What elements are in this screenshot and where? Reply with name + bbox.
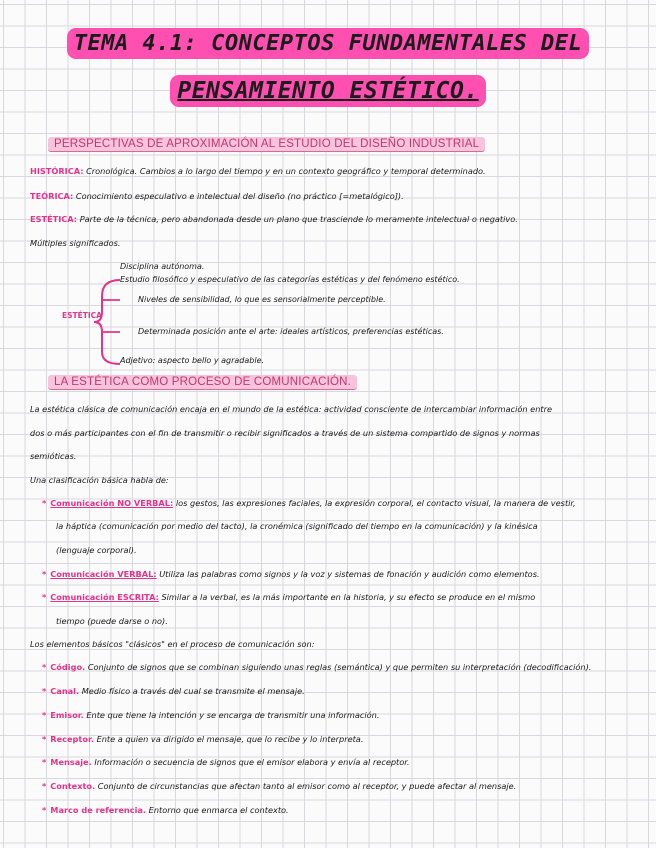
elemento-emisor: [42, 710, 642, 721]
elemento-text: Ente a quien va dirigido el mensaje, que lo recibe y lo interpreta.: [96, 734, 364, 744]
estetica-line: [30, 214, 630, 225]
paragraph-line: semióticas.: [30, 451, 77, 461]
elemento-label: Marco de referencia.: [50, 805, 147, 815]
tipo-text-line: (lenguaje corporal).: [56, 545, 137, 555]
elemento-text: Conjunto de circunstancias que afectan tanto al emisor como al receptor, y puede afectar al mensaje.: [97, 781, 517, 791]
tipo-text: los gestos, las expresiones faciales, la expresión corporal, el contacto visual, la manera de vestir,: [175, 498, 576, 508]
asterisk-icon: *: [42, 686, 47, 696]
asterisk-icon: *: [42, 734, 47, 744]
teorica-label: TEÓRICA:: [30, 191, 74, 201]
tipo-text-line: la háptica (comunicación por medio del tacto), la cronémica (significado del tiempo en la comunicación) y la kinésica: [56, 521, 538, 531]
tipo-text: Similar a la verbal, es la más importante en la historia, y su efecto se produce en el mismo: [161, 592, 536, 602]
elemento-text: Entorno que enmarca el contexto.: [148, 805, 289, 815]
teorica-text: Conocimiento especulativo e intelectual del diseño (no práctico [=metalógico]).: [75, 191, 404, 201]
tipo-no-verbal: [42, 498, 642, 509]
elemento-text: Información o secuencia de signos que el emisor elabora y envía al receptor.: [94, 757, 410, 767]
elemento-label: Código.: [50, 662, 86, 672]
tipo-label: Comunicación ESCRITA:: [50, 592, 159, 602]
paragraph-line: La estética clásica de comunicación encaja en el mundo de la estética: actividad consciente de intercambiar información entre: [30, 404, 553, 414]
brace-item-1: Disciplina autónoma.: [120, 262, 205, 271]
brace-item-5: Adjetivo: aspecto bello y agradable.: [120, 356, 265, 365]
asterisk-icon: *: [42, 781, 47, 791]
elemento-label: Canal.: [50, 686, 80, 696]
brace-item-4: Determinada posición ante el arte: ideales artísticos, preferencias estéticas.: [138, 327, 444, 336]
brace-item-2: Estudio filosófico y especulativo de las categorías estéticas y del fenómeno estético.: [120, 275, 460, 284]
elemento-canal: [42, 686, 642, 697]
asterisk-icon: *: [42, 592, 47, 602]
estetica-brace-label: ESTÉTICA: [62, 311, 102, 320]
tipo-verbal: [42, 569, 642, 580]
estetica-label: ESTÉTICA:: [30, 214, 78, 224]
elemento-contexto: [42, 781, 642, 792]
estetica-line-2: Múltiples significados.: [30, 238, 121, 248]
paragraph-line: dos o más participantes con el fin de transmitir o recibir significados a través de un sistema compartido de signos y normas: [30, 428, 540, 438]
asterisk-icon: *: [42, 757, 47, 767]
teorica-line: [30, 191, 630, 202]
tipo-text: Utiliza las palabras como signos y la voz y sistemas de fonación y audición como elementos.: [159, 569, 540, 579]
elemento-label: Emisor.: [50, 710, 84, 720]
elemento-marco: [42, 805, 642, 816]
paragraph-line: Los elementos básicos "clásicos" en el proceso de comunicación son:: [30, 639, 315, 649]
elemento-codigo: [42, 662, 642, 673]
elemento-text: Ente que tiene la intención y se encarga de transmitir una información.: [86, 710, 380, 720]
elemento-text: Medio físico a través del cual se transmite el mensaje.: [81, 686, 305, 696]
elemento-label: Contexto.: [50, 781, 96, 791]
historica-line: [30, 166, 630, 177]
tipo-escrita: [42, 592, 642, 603]
tipo-text-line: tiempo (puede darse o no).: [56, 616, 168, 626]
historica-label: HISTÓRICA:: [30, 166, 84, 176]
section-heading-perspectivas: PERSPECTIVAS DE APROXIMACIÓN AL ESTUDIO DEL DISEÑO INDUSTRIAL: [48, 137, 485, 152]
asterisk-icon: *: [42, 662, 47, 672]
title-line-2: PENSAMIENTO ESTÉTICO.: [173, 78, 482, 104]
elemento-mensaje: [42, 757, 642, 768]
elemento-text: Conjunto de signos que se combinan siguiendo unas reglas (semántica) y que permiten su interpretación (decodificación).: [87, 662, 592, 672]
elemento-label: Mensaje.: [50, 757, 92, 767]
section-heading-comunicacion: LA ESTÉTICA COMO PROCESO DE COMUNICACIÓN.: [48, 375, 357, 390]
asterisk-icon: *: [42, 710, 47, 720]
page-title: [0, 30, 656, 58]
estetica-text: Parte de la técnica, pero abandonada desde un plano que trasciende lo meramente intelectual o negativo.: [79, 214, 518, 224]
page-subtitle: [0, 76, 656, 106]
historica-text: Cronológica. Cambios a lo largo del tiempo y en un contexto geográfico y temporal determinado.: [86, 166, 486, 176]
asterisk-icon: *: [42, 805, 47, 815]
elemento-label: Receptor.: [50, 734, 94, 744]
tipo-label: Comunicación VERBAL:: [50, 569, 157, 579]
brace-item-3: Niveles de sensibilidad, lo que es sensorialmente perceptible.: [138, 295, 386, 304]
tipo-label: Comunicación NO VERBAL:: [50, 498, 174, 508]
elemento-receptor: [42, 734, 642, 745]
paragraph-line: Una clasificación básica habla de:: [30, 475, 169, 485]
brace-icon: [94, 276, 124, 368]
asterisk-icon: *: [42, 569, 47, 579]
asterisk-icon: *: [42, 498, 47, 508]
title-line-1: TEMA 4.1: CONCEPTOS FUNDAMENTALES DEL: [70, 31, 587, 56]
